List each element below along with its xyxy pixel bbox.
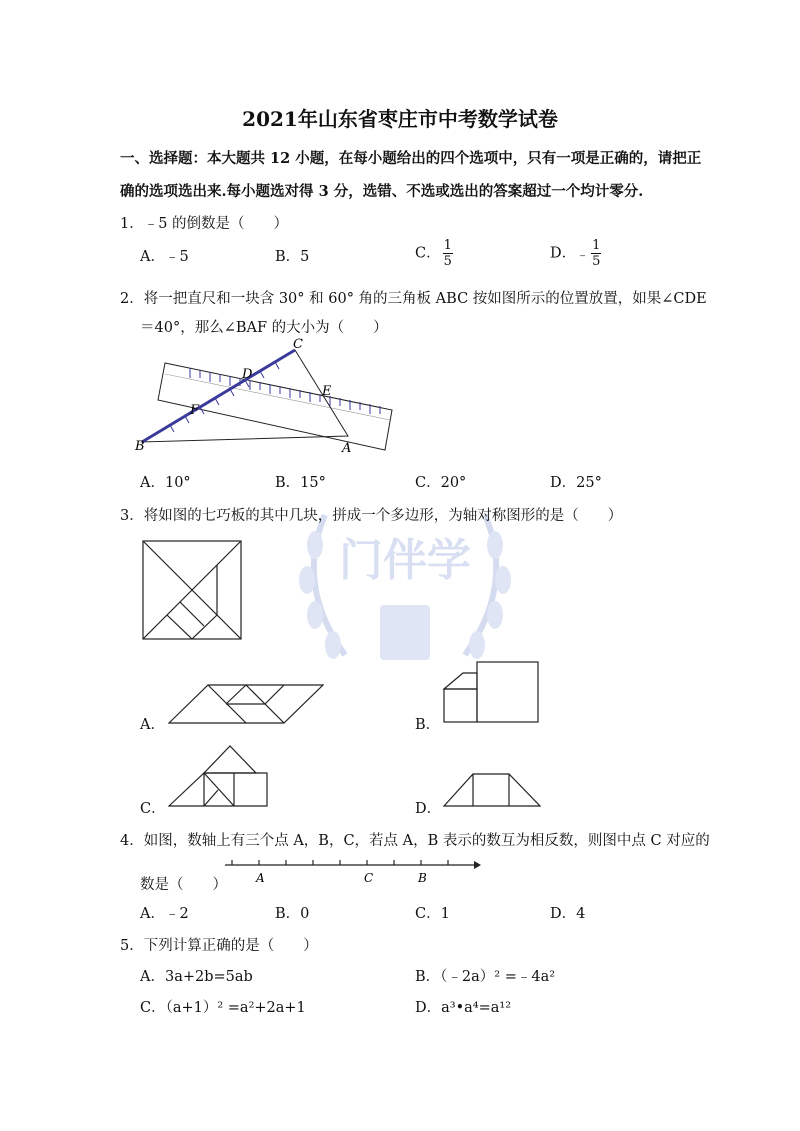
q2-figure-ruler-triangle [130,338,400,458]
q2-option-b: B．15° [275,475,326,491]
q1-option-d-fraction: $\frac{1}{5}$ [592,238,601,269]
q2-option-d: D．25° [550,475,602,491]
q5-option-d: D．a³•a⁴=a¹² [415,1000,512,1016]
q2-stem-line1: 2．将一把直尺和一块含 30° 和 60° 角的三角板 ABC 按如图所示的位置放置，如果∠CDE [120,291,707,307]
q4-option-a: A．﹣2 [140,906,189,922]
q3-option-a-figure [168,684,324,724]
number-line-ticks [232,860,448,865]
q1-option-d-label: D． [550,245,577,262]
q4-stem: 4．如图，数轴上有三个点 A，B，C，若点 A，B 表示的数互为相反数，则图中点 C 对应的 [120,833,710,849]
q3-option-b-figure [443,661,539,723]
axis-label-b: B [418,871,427,885]
q5-option-b: B．（﹣2a）² =﹣4a² [415,969,556,985]
q1-option-c [415,238,453,269]
label-b: B [135,439,145,454]
q2-option-c: C．20° [415,475,467,491]
q1-option-b: B．5 [275,249,310,265]
q4-option-d: D．4 [550,906,586,922]
q4-option-c: C．1 [415,906,450,922]
label-c: C [293,338,303,352]
q3-tangram-square [142,540,242,640]
triangle-abc [142,350,348,442]
label-d: D [242,367,253,382]
q3-option-d: D． [415,801,442,817]
q4-number-line [220,855,482,885]
section-instructions-line2: 确的选项选出来.每小题选对得 3 分，选错、不选或选出的答案超过一个均计零分. [120,183,644,200]
q1-stem: 1．﹣5 的倒数是（ ） [120,216,289,232]
q1-option-d: D．﹣ $\frac{1}{5}$ [550,238,601,269]
axis-label-c: C [364,871,374,885]
label-e: E [322,384,332,399]
label-a: A [342,441,352,456]
q3-option-d-figure [443,773,541,807]
q2-option-a: A．10° [140,475,191,491]
q1-option-c-label: C． [415,245,441,262]
q5-stem: 5．下列计算正确的是（ ） [120,938,318,954]
axis-label-a: A [256,871,265,885]
section-instructions-line1: 一、选择题：本大题共 12 小题，在每小题给出的四个选项中，只有一项是正确的，请把正 [120,150,702,167]
q1-option-a: A．﹣5 [140,249,189,265]
q3-option-c-figure [168,745,268,807]
q3-option-b: B． [415,717,441,733]
q2-stem-line2: ＝40°，那么∠BAF 的大小为（ ） [140,320,388,336]
watermark-text: 门伴学 [339,535,471,586]
ruler-ticks [190,368,380,414]
q5-option-c: C．（a+1）² =a²+2a+1 [140,1000,306,1016]
q3-stem: 3．将如图的七巧板的其中几块，拼成一个多边形，为轴对称图形的是（ ） [120,508,623,524]
q5-option-a: A．3a+2b=5ab [140,969,253,985]
q4-stem-line2: 数是（ ） [140,877,227,893]
q1-option-c-fraction: $\frac{1}{5}$ [443,238,452,269]
label-f: F [190,403,200,418]
q3-option-c: C． [140,801,166,817]
q4-option-b: B．0 [275,906,310,922]
page-title: 2021年山东省枣庄市中考数学试卷 [242,107,558,131]
q3-option-a: A． [140,717,165,733]
